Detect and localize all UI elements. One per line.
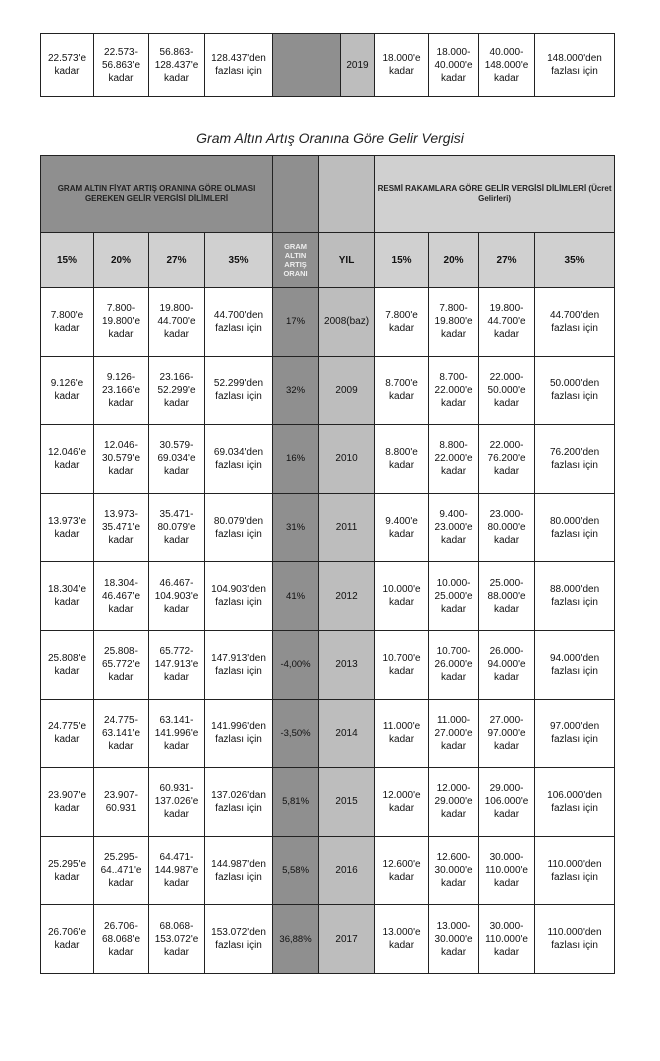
bracket-cell: 8.700'e kadar xyxy=(375,356,429,425)
top-cell: 128.437'den fazlası için xyxy=(205,34,273,97)
bracket-cell: 65.772- 147.913'e kadar xyxy=(149,630,205,699)
gold-rate-cell: 5,81% xyxy=(273,768,319,837)
bracket-cell: 22.000- 76.200'e kadar xyxy=(479,425,535,494)
year-cell: 2013 xyxy=(319,630,375,699)
year-header-top xyxy=(319,156,375,233)
bracket-cell: 13.000- 30.000'e kadar xyxy=(429,905,479,974)
bracket-cell: 80.079'den fazlası için xyxy=(205,493,273,562)
bracket-cell: 12.600- 30.000'e kadar xyxy=(429,836,479,905)
bracket-cell: 76.200'den fazlası için xyxy=(535,425,615,494)
rate-header: 20% xyxy=(429,233,479,288)
bracket-cell: 44.700'den fazlası için xyxy=(205,288,273,357)
bracket-cell: 52.299'den fazlası için xyxy=(205,356,273,425)
tax-bracket-table xyxy=(40,155,615,974)
top-gold-rate-cell xyxy=(273,34,341,97)
table-row xyxy=(41,905,615,974)
bracket-cell: 9.400'e kadar xyxy=(375,493,429,562)
rate-header: 15% xyxy=(375,233,429,288)
bracket-cell: 12.000- 29.000'e kadar xyxy=(429,768,479,837)
top-year-cell: 2019 xyxy=(341,34,375,97)
bracket-cell: 80.000'den fazlası için xyxy=(535,493,615,562)
gold-rate-cell: -4,00% xyxy=(273,630,319,699)
bracket-cell: 147.913'den fazlası için xyxy=(205,630,273,699)
rate-header: 27% xyxy=(479,233,535,288)
bracket-cell: 24.775'e kadar xyxy=(41,699,94,768)
bracket-cell: 50.000'den fazlası için xyxy=(535,356,615,425)
gold-rate-cell: 5,58% xyxy=(273,836,319,905)
gold-rate-cell: 36,88% xyxy=(273,905,319,974)
table-row xyxy=(41,493,615,562)
top-cell: 40.000- 148.000'e kadar xyxy=(479,34,535,97)
bracket-cell: 25.808'e kadar xyxy=(41,630,94,699)
year-cell: 2017 xyxy=(319,905,375,974)
bracket-cell: 9.400- 23.000'e kadar xyxy=(429,493,479,562)
group-header-row xyxy=(41,156,615,233)
bracket-cell: 19.800- 44.700'e kadar xyxy=(479,288,535,357)
bracket-cell: 60.931- 137.026'e kadar xyxy=(149,768,205,837)
bracket-cell: 30.000- 110.000'e kadar xyxy=(479,905,535,974)
top-cell: 148.000'den fazlası için xyxy=(535,34,615,97)
table-row xyxy=(41,356,615,425)
table-row xyxy=(41,288,615,357)
bracket-cell: 7.800'e kadar xyxy=(41,288,94,357)
year-cell: 2010 xyxy=(319,425,375,494)
bracket-cell: 10.700- 26.000'e kadar xyxy=(429,630,479,699)
bracket-cell: 10.000'e kadar xyxy=(375,562,429,631)
rate-header: 35% xyxy=(535,233,615,288)
top-table-fragment xyxy=(40,33,615,97)
rate-header: 35% xyxy=(205,233,273,288)
table-row xyxy=(41,425,615,494)
bracket-cell: 8.800- 22.000'e kadar xyxy=(429,425,479,494)
bracket-cell: 23.000- 80.000'e kadar xyxy=(479,493,535,562)
year-cell: 2012 xyxy=(319,562,375,631)
gold-rate-header: GRAM ALTIN ARTIŞ ORANI xyxy=(273,233,319,288)
bracket-cell: 12.000'e kadar xyxy=(375,768,429,837)
gold-rate-cell: -3,50% xyxy=(273,699,319,768)
bracket-cell: 18.304- 46.467'e kadar xyxy=(94,562,149,631)
bracket-cell: 110.000'den fazlası için xyxy=(535,836,615,905)
bracket-cell: 27.000- 97.000'e kadar xyxy=(479,699,535,768)
rate-header: 20% xyxy=(94,233,149,288)
bracket-cell: 25.295- 64..471'e kadar xyxy=(94,836,149,905)
bracket-cell: 25.295'e kadar xyxy=(41,836,94,905)
year-cell: 2014 xyxy=(319,699,375,768)
right-group-header: RESMİ RAKAMLARA GÖRE GELİR VERGİSİ DİLİMLERİ (Ücret Gelirleri) xyxy=(375,156,615,233)
table-row xyxy=(41,562,615,631)
table-row xyxy=(41,630,615,699)
bracket-cell: 144.987'den fazlası için xyxy=(205,836,273,905)
bracket-cell: 25.808- 65.772'e kadar xyxy=(94,630,149,699)
gold-rate-header-top xyxy=(273,156,319,233)
bracket-cell: 8.800'e kadar xyxy=(375,425,429,494)
year-cell: 2016 xyxy=(319,836,375,905)
bracket-cell: 12.046- 30.579'e kadar xyxy=(94,425,149,494)
gold-rate-cell: 31% xyxy=(273,493,319,562)
bracket-cell: 11.000'e kadar xyxy=(375,699,429,768)
year-cell: 2011 xyxy=(319,493,375,562)
bracket-cell: 63.141- 141.996'e kadar xyxy=(149,699,205,768)
left-group-header: GRAM ALTIN FİYAT ARTIŞ ORANINA GÖRE OLMASI GEREKEN GELİR VERGİSİ DİLİMLERİ xyxy=(41,156,273,233)
bracket-cell: 30.000- 110.000'e kadar xyxy=(479,836,535,905)
bracket-cell: 23.166- 52.299'e kadar xyxy=(149,356,205,425)
bracket-cell: 12.046'e kadar xyxy=(41,425,94,494)
bracket-cell: 10.000- 25.000'e kadar xyxy=(429,562,479,631)
rate-header: 27% xyxy=(149,233,205,288)
top-row xyxy=(41,34,615,97)
gold-rate-cell: 32% xyxy=(273,356,319,425)
bracket-cell: 26.706- 68.068'e kadar xyxy=(94,905,149,974)
top-cell: 18.000- 40.000'e kadar xyxy=(429,34,479,97)
bracket-cell: 29.000- 106.000'e kadar xyxy=(479,768,535,837)
bracket-cell: 44.700'den fazlası için xyxy=(535,288,615,357)
bracket-cell: 46.467- 104.903'e kadar xyxy=(149,562,205,631)
bracket-cell: 88.000'den fazlası için xyxy=(535,562,615,631)
bracket-cell: 25.000- 88.000'e kadar xyxy=(479,562,535,631)
bracket-cell: 69.034'den fazlası için xyxy=(205,425,273,494)
year-cell: 2009 xyxy=(319,356,375,425)
bracket-cell: 13.000'e kadar xyxy=(375,905,429,974)
year-cell: 2008(baz) xyxy=(319,288,375,357)
bracket-cell: 8.700- 22.000'e kadar xyxy=(429,356,479,425)
top-cell: 56.863- 128.437'e kadar xyxy=(149,34,205,97)
bracket-cell: 10.700'e kadar xyxy=(375,630,429,699)
bracket-cell: 35.471- 80.079'e kadar xyxy=(149,493,205,562)
bracket-cell: 23.907- 60.931 xyxy=(94,768,149,837)
bracket-cell: 110.000'den fazlası için xyxy=(535,905,615,974)
gold-rate-cell: 41% xyxy=(273,562,319,631)
table-row xyxy=(41,768,615,837)
bracket-cell: 11.000- 27.000'e kadar xyxy=(429,699,479,768)
bracket-cell: 18.304'e kadar xyxy=(41,562,94,631)
bracket-cell: 94.000'den fazlası için xyxy=(535,630,615,699)
bracket-cell: 24.775- 63.141'e kadar xyxy=(94,699,149,768)
rate-header-row xyxy=(41,233,615,288)
bracket-cell: 22.000- 50.000'e kadar xyxy=(479,356,535,425)
top-cell: 22.573'e kadar xyxy=(41,34,94,97)
bracket-cell: 13.973- 35.471'e kadar xyxy=(94,493,149,562)
bracket-cell: 153.072'den fazlası için xyxy=(205,905,273,974)
bracket-cell: 23.907'e kadar xyxy=(41,768,94,837)
bracket-cell: 7.800'e kadar xyxy=(375,288,429,357)
gold-rate-cell: 17% xyxy=(273,288,319,357)
table-row xyxy=(41,699,615,768)
bracket-cell: 141.996'den fazlası için xyxy=(205,699,273,768)
bracket-cell: 9.126- 23.166'e kadar xyxy=(94,356,149,425)
rate-header: 15% xyxy=(41,233,94,288)
top-cell: 22.573- 56.863'e kadar xyxy=(94,34,149,97)
bracket-cell: 104.903'den fazlası için xyxy=(205,562,273,631)
bracket-cell: 64.471- 144.987'e kadar xyxy=(149,836,205,905)
bracket-cell: 26.000- 94.000'e kadar xyxy=(479,630,535,699)
bracket-cell: 7.800- 19.800'e kadar xyxy=(429,288,479,357)
bracket-cell: 106.000'den fazlası için xyxy=(535,768,615,837)
bracket-cell: 26.706'e kadar xyxy=(41,905,94,974)
bracket-cell: 68.068- 153.072'e kadar xyxy=(149,905,205,974)
bracket-cell: 9.126'e kadar xyxy=(41,356,94,425)
bracket-cell: 12.600'e kadar xyxy=(375,836,429,905)
page-title: Gram Altın Artış Oranına Göre Gelir Vergisi xyxy=(196,130,464,146)
bracket-cell: 97.000'den fazlası için xyxy=(535,699,615,768)
table-row xyxy=(41,836,615,905)
year-cell: 2015 xyxy=(319,768,375,837)
gold-rate-cell: 16% xyxy=(273,425,319,494)
bracket-cell: 13.973'e kadar xyxy=(41,493,94,562)
year-header: YIL xyxy=(319,233,375,288)
bracket-cell: 19.800- 44.700'e kadar xyxy=(149,288,205,357)
bracket-cell: 137.026'dan fazlası için xyxy=(205,768,273,837)
bracket-cell: 30.579- 69.034'e kadar xyxy=(149,425,205,494)
bracket-cell: 7.800- 19.800'e kadar xyxy=(94,288,149,357)
top-cell: 18.000'e kadar xyxy=(375,34,429,97)
